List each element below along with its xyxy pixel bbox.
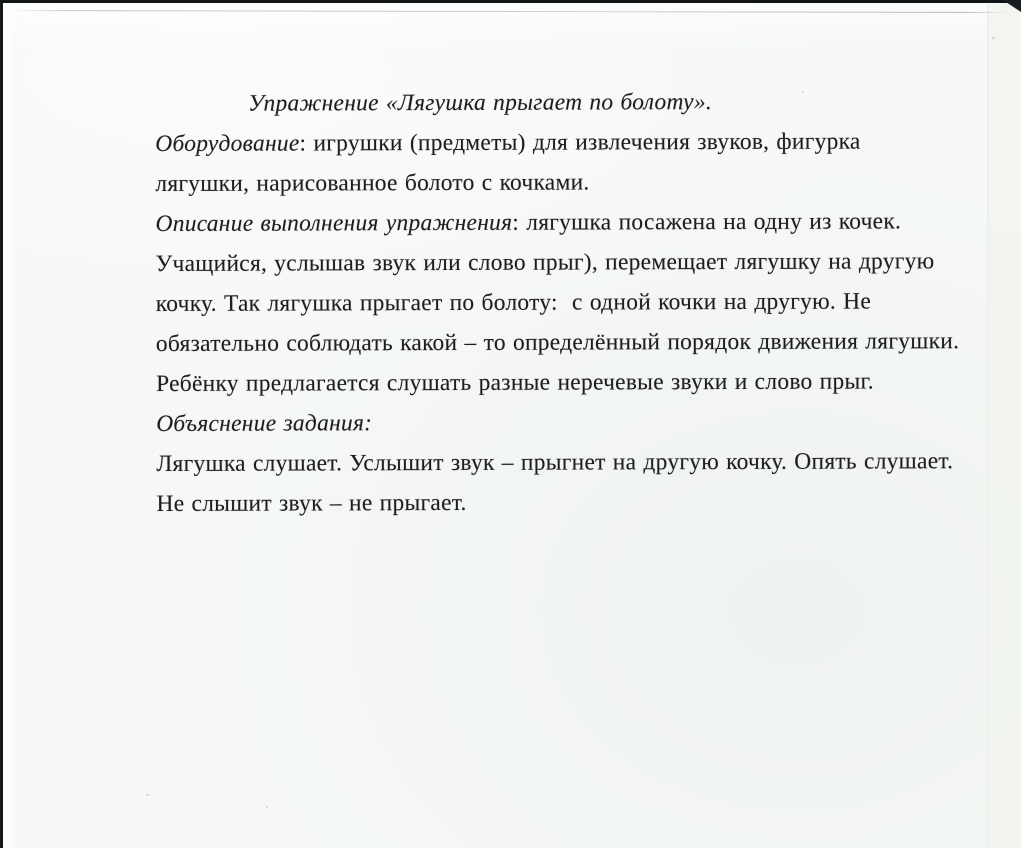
line-text: Лягушка слушает. Услышит звук – прыгнет на другую кочку. Опять слушает. xyxy=(156,448,954,477)
text-line xyxy=(156,401,1006,444)
document-text xyxy=(155,81,1007,524)
italic-lead: Описание выполнения упражнения xyxy=(155,209,513,237)
line-text: Учащийся, услышав звук или слово прыг), перемещает лягушку на другую xyxy=(155,248,935,277)
line-text: кочку. Так лягушка прыгает по болоту: с одной кочки на другую. Не xyxy=(155,288,872,317)
scanner-edge-top xyxy=(0,0,1021,3)
text-line xyxy=(156,241,1006,284)
dust-speck xyxy=(266,806,268,808)
italic-lead: Оборудование xyxy=(155,130,300,157)
text-line xyxy=(156,281,1006,324)
corner-fold-artifact xyxy=(1003,0,1021,12)
line-text: Не слышит звук – не прыгает. xyxy=(156,489,467,517)
line-text: обязательно соблюдать какой – то определённый порядок движения лягушки. xyxy=(155,328,960,357)
italic-lead: Объяснение задания: xyxy=(156,410,373,437)
text-line xyxy=(156,441,1006,484)
line-text: : лягушка посажена на одну из кочек. xyxy=(512,208,902,236)
text-line xyxy=(156,321,1006,364)
dust-speck xyxy=(146,794,149,796)
document-title: Упражнение «Лягушка прыгает по болоту». xyxy=(248,89,712,117)
scanner-edge-left xyxy=(0,0,3,848)
text-line xyxy=(156,361,1006,404)
dust-speck xyxy=(992,37,995,39)
text-line xyxy=(155,161,1005,204)
text-line xyxy=(155,201,1005,244)
text-line xyxy=(156,481,1006,524)
text-line xyxy=(155,121,1005,164)
line-text: Ребёнку предлагается слушать разные неречевые звуки и слово прыг. xyxy=(156,368,874,397)
line-text: лягушки, нарисованное болото с кочками. xyxy=(155,169,590,197)
line-text: : игрушки (предметы) для извлечения звуков, фигурка xyxy=(299,128,861,157)
paper-left-edge-band xyxy=(3,3,17,848)
